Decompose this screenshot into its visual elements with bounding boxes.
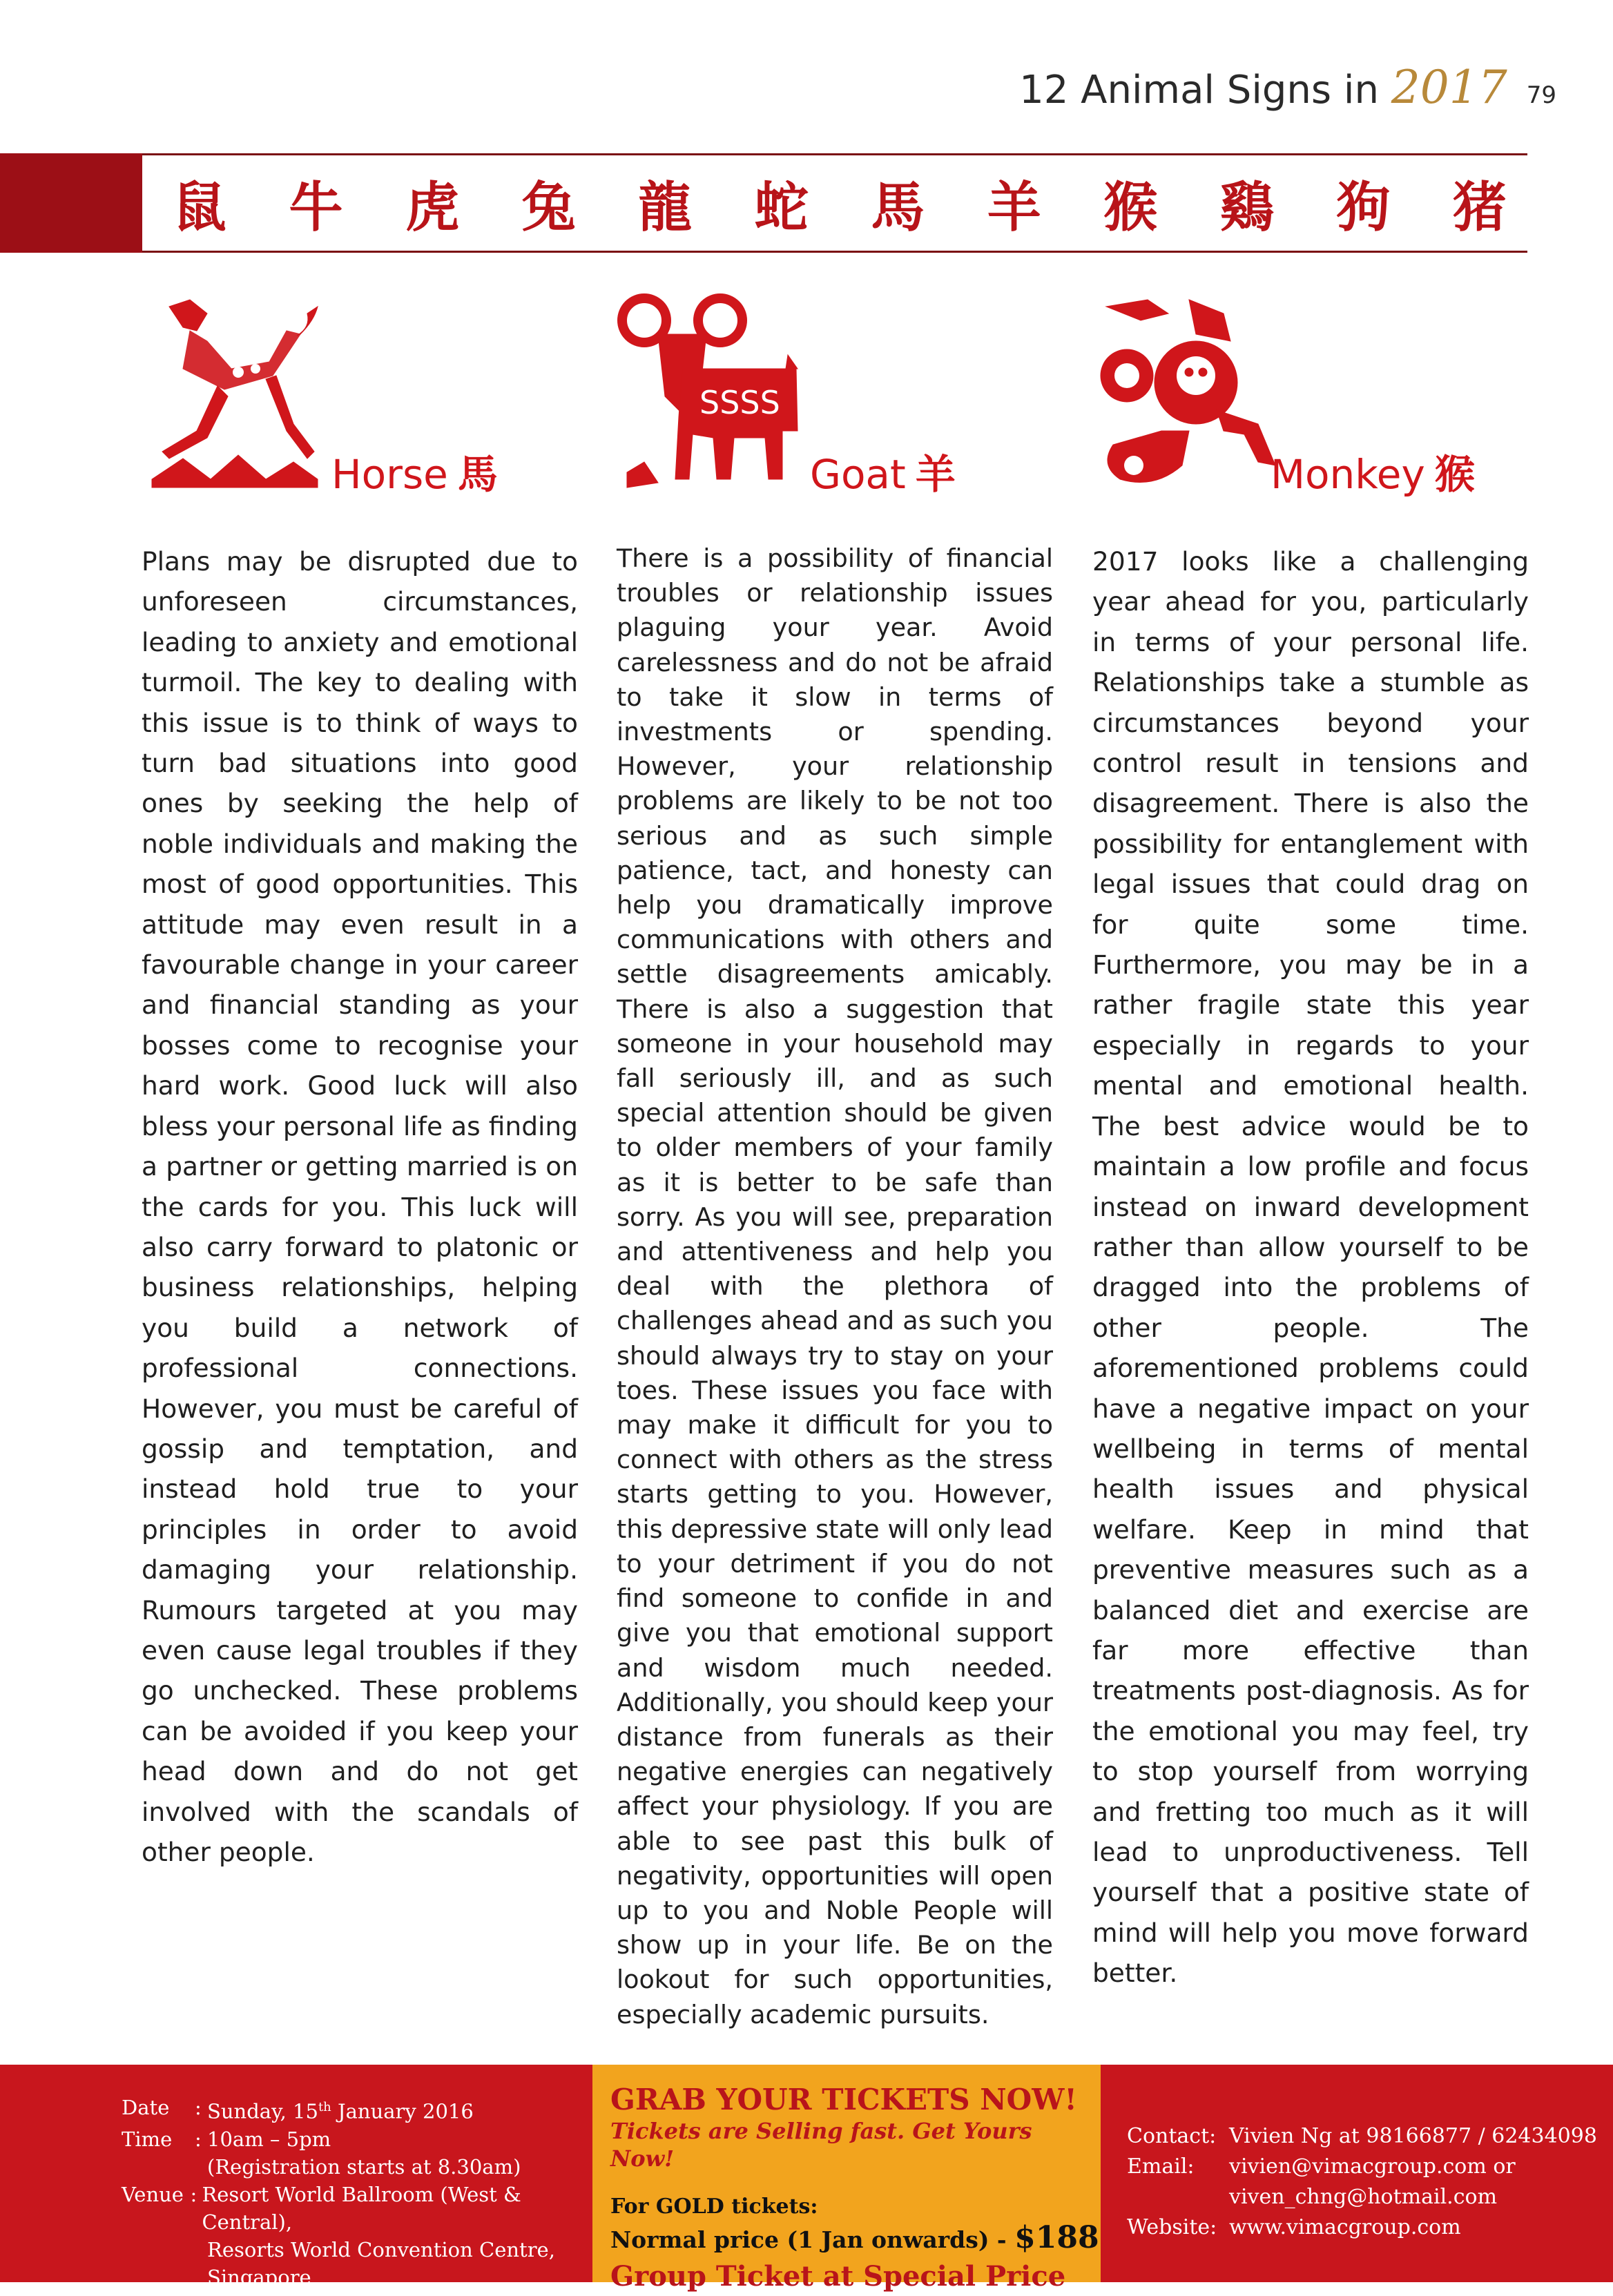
email-link-1[interactable]: vivien@vimacgroup.com or bbox=[1229, 2154, 1516, 2179]
date-label: Date bbox=[122, 2096, 170, 2119]
tickets-subline: Tickets are Selling fast. Get Yours Now! bbox=[610, 2118, 1032, 2172]
website-label: Website: bbox=[1127, 2215, 1217, 2239]
venue-row-2 bbox=[122, 2236, 592, 2264]
monkey-papercut-icon bbox=[1092, 293, 1279, 493]
registration-note: (Registration starts at 8.30am) bbox=[207, 2154, 521, 2179]
zodiac-ox: 牛 bbox=[289, 176, 343, 239]
venue-label: Venue bbox=[122, 2182, 184, 2206]
zodiac-dragon: 龍 bbox=[638, 176, 693, 239]
zodiac-pig: 猪 bbox=[1452, 176, 1507, 239]
email-label: Email: bbox=[1127, 2154, 1195, 2179]
tickets-panel bbox=[592, 2065, 1101, 2293]
page-title bbox=[1019, 61, 1507, 114]
date-value-post: January 2016 bbox=[331, 2099, 474, 2123]
email-row-2 bbox=[1127, 2182, 1597, 2212]
horse-body-text: Plans may be disrupted due to unforeseen circumstances, leading to anxiety and emotional turmoil. The key to dealing with this issue is to think of ways to turn bad situations into good ones by seeking the help of noble individuals and making the most of good opportunities. This attitude may even result in a favourable change in your career and financial standing as your bosses come to recognise your hard work. Good luck will also bless your personal life as finding a partner or getting married is on the cards for you. This luck will also carry forward to platonic or business relationships, helping you build a network of professional connections. However, you must be careful of gossip and temptation, and instead hold true to your principles in order to avoid damaging your relationship. Rumours targeted at you may even cause legal troubles if they go unchecked. These problems can be avoided if you keep your head down and do not get involved with the scandals of other people. bbox=[142, 546, 578, 1867]
goat-papercut-icon bbox=[617, 293, 803, 493]
normal-price-label: Normal price (1 Jan onwards) - bbox=[610, 2226, 1015, 2253]
goat-title bbox=[810, 442, 956, 500]
contact-panel bbox=[1101, 2065, 1613, 2282]
title-year: 2017 bbox=[1391, 61, 1507, 114]
svg-text:SSSS: SSSS bbox=[699, 384, 780, 421]
email-link-2[interactable]: viven_chng@hotmail.com bbox=[1229, 2185, 1498, 2209]
monkey-illustration-row bbox=[1092, 293, 1529, 500]
zodiac-rooster: 鷄 bbox=[1219, 176, 1274, 239]
horse-papercut-icon bbox=[142, 293, 321, 493]
date-row bbox=[122, 2094, 592, 2125]
zodiac-rat: 鼠 bbox=[173, 176, 227, 239]
horse-illustration-row bbox=[142, 293, 578, 500]
group-ticket-note: Group Ticket at Special Price bbox=[610, 2260, 1066, 2293]
zodiac-snake: 蛇 bbox=[754, 176, 809, 239]
normal-price-value: $188 bbox=[1014, 2220, 1099, 2255]
email-row bbox=[1127, 2152, 1597, 2182]
horse-title bbox=[331, 442, 498, 500]
time-value: 10am – 5pm bbox=[207, 2127, 331, 2151]
monkey-name-zh: 猴 bbox=[1434, 451, 1475, 498]
horse-name-en: Horse bbox=[331, 451, 448, 498]
zodiac-dog: 狗 bbox=[1336, 176, 1391, 239]
event-details-panel bbox=[0, 2065, 592, 2289]
monkey-column bbox=[1092, 293, 1529, 1994]
contact-label: Contact: bbox=[1127, 2124, 1217, 2148]
time-separator: : bbox=[195, 2127, 202, 2151]
goat-name-en: Goat bbox=[810, 451, 906, 498]
website-link[interactable]: www.vimacgroup.com bbox=[1229, 2215, 1461, 2239]
monkey-body-text: 2017 looks like a challenging year ahead for you, particularly in terms of your personal life. Relationships take a stumble as circumstances beyond your control result in tensions and disagreement. There is also the possibility for entanglement with legal issues that could drag on for quite some time. Furthermore, you may be in a rather fragile state this year especially in regards to your mental and emotional health. The best advice would be to maintain a low profile and focus instead on inward development rather than allow yourself to be dragged into the problems of other people. The aforementioned problems could have a negative impact on your wellbeing in terms of mental health issues and physical welfare. Keep in mind that preventive measures such as a balanced diet and exercise are far more effective than treatments post-diagnosis. As for the emotional you may feel, try to stop yourself from worrying and fretting too much as it will lead to unproductiveness. Tell yourself that a positive state of mind will help you move forward better. bbox=[1092, 546, 1529, 1989]
website-row bbox=[1127, 2212, 1597, 2243]
venue-row bbox=[122, 2181, 592, 2236]
contact-value: Vivien Ng at 98166877 / 62434098 bbox=[1229, 2124, 1597, 2148]
venue-line-2: Resorts World Convention Centre, bbox=[207, 2237, 555, 2261]
date-value bbox=[207, 2094, 474, 2125]
monkey-name-en: Monkey bbox=[1271, 451, 1425, 498]
page-header bbox=[1019, 61, 1556, 130]
date-value-pre: Sunday, 15 bbox=[207, 2099, 318, 2123]
venue-line-3: Singapore bbox=[207, 2265, 311, 2289]
monkey-title bbox=[1271, 442, 1475, 500]
time-label: Time bbox=[122, 2127, 173, 2151]
date-value-sup: th bbox=[318, 2100, 331, 2114]
event-info-table bbox=[122, 2094, 592, 2291]
horse-name-zh: 馬 bbox=[457, 451, 498, 498]
gold-tickets-label: For GOLD tickets: bbox=[610, 2194, 818, 2219]
goat-illustration-row bbox=[617, 293, 1053, 500]
time-row bbox=[122, 2125, 592, 2153]
event-footer-banner bbox=[0, 2065, 1613, 2293]
zodiac-rabbit: 兔 bbox=[521, 176, 576, 239]
page-number: 79 bbox=[1526, 81, 1556, 109]
goat-column bbox=[617, 293, 1053, 2032]
horse-column bbox=[142, 293, 578, 1872]
goat-name-zh: 羊 bbox=[915, 451, 956, 498]
venue-separator: : bbox=[190, 2182, 197, 2206]
zodiac-tiger: 虎 bbox=[405, 176, 460, 239]
tickets-headline: GRAB YOUR TICKETS NOW! bbox=[610, 2083, 1077, 2116]
zodiac-bar bbox=[142, 153, 1527, 253]
zodiac-bar-accent bbox=[0, 153, 142, 253]
normal-price bbox=[610, 2221, 1101, 2257]
zodiac-horse: 馬 bbox=[871, 176, 925, 239]
zodiac-monkey: 猴 bbox=[1103, 176, 1158, 239]
zodiac-goat: 羊 bbox=[987, 176, 1041, 239]
goat-body-text: There is a possibility of financial troubles or relationship issues plaguing your year. Avoid carelessness and do not be afraid to take it slow in terms of investments or spending. However, your relationship problems are likely to be not too serious and as such simple patience, tact, and honesty can help you dramatically improve communications with others and settle disagreements amicably. There is also a suggestion that someone in your household may fall seriously ill, and as such special attention should be given to older members of your family as it is better to be safe than sorry. As you will see, preparation and attentiveness and help you deal with the plethora of challenges ahead and as such you should always try to stay on your toes. These issues you face with may make it difficult for you to connect with others as the stress starts getting to you. However, this depressive state will only lead to your detriment if you do not find someone to confide in and give you that emotional support and wisdom much needed. Additionally, you should keep your distance from funerals as their negative energies can negatively affect your physiology. If you are able to see past this bulk of negativity, opportunities will open up to you and Noble People will show up in your life. Be on the lookout for such opportunities, especially academic pursuits. bbox=[617, 543, 1053, 2029]
venue-line-1: Resort World Ballroom (West & Central), bbox=[202, 2182, 521, 2234]
contact-row bbox=[1127, 2121, 1597, 2152]
registration-row bbox=[122, 2153, 592, 2181]
title-prefix: 12 Animal Signs in bbox=[1019, 68, 1379, 113]
venue-row-3 bbox=[122, 2264, 592, 2291]
contact-table bbox=[1127, 2121, 1597, 2243]
date-separator: : bbox=[195, 2096, 202, 2119]
